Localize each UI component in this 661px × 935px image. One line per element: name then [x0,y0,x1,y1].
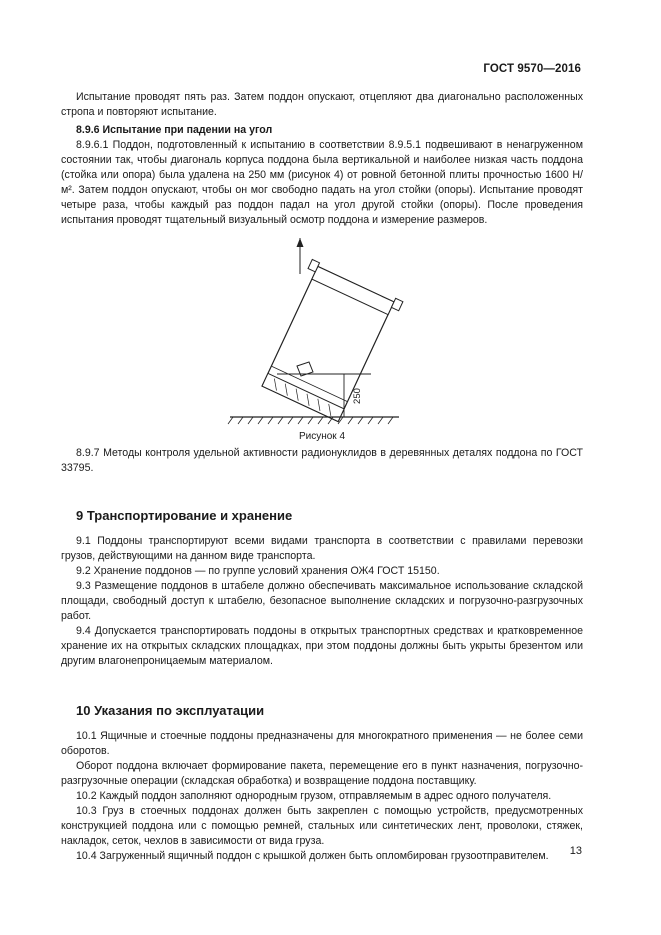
page-content [61,90,583,864]
ground-hatching [228,417,393,424]
section-10-heading: 10 Указания по эксплуатации [76,703,265,718]
section-10-2-paragraph: 10.2 Каждый поддон заполняют однородным грузом, отправляемым в адрес одного получателя. [76,790,552,802]
dimension-label: 250 [352,388,363,404]
page-number: 13 [569,845,582,857]
section-10-1-paragraph: 10.1 Ящичные и стоечные поддоны предназначены для многократного применения — не более семи оборотов. [61,730,583,757]
arrow-up-icon [297,238,304,247]
standard-header: ГОСТ 9570—2016 [483,63,581,75]
section-9-2-paragraph: 9.2 Хранение поддонов — по группе условий хранения ОЖ4 ГОСТ 15150. [76,565,440,577]
section-10-3-paragraph: 10.3 Груз в стоечных поддонах должен быть закреплен с помощью устройств, предусмотренных конструкцией поддона или с помощью ремней, стальных или синтетических лент, проволоки, стяжек, накладок, сеток, чехлов в зависимости от вида груза. [61,805,583,847]
section-9-heading: 9 Транспортирование и хранение [76,508,293,523]
section-9-1-paragraph: 9.1 Поддоны транспортируют всеми видами транспорта в соответствии с правилами перевозки грузов, действующими на данном виде транспорта. [61,535,583,562]
section-8-9-6-heading: 8.9.6 Испытание при падении на угол [76,124,273,136]
section-9-3-paragraph: 9.3 Размещение поддонов в штабеле должно обеспечивать максимальное использование складской площади, свободный доступ к штабелю, безопасное выполнение складских и погрузочно-разгрузочных работ. [61,580,583,622]
figure-4 [61,238,583,446]
drop-test-diagram [61,238,583,446]
section-10-4-paragraph: 10.4 Загруженный ящичный поддон с крышкой должен быть опломбирован грузоотправителем. [76,850,549,862]
pallet-body [255,259,403,425]
intro-paragraph: Испытание проводят пять раз. Затем поддон опускают, отцепляют два диагонально расположенных стропа и повторяют испытание. [61,91,583,118]
section-8-9-6-1-paragraph: 8.9.6.1 Поддон, подготовленный к испытанию в соответствии 8.9.5.1 подвешивают в ненагруженном состоянии так, чтобы диагональ корпуса поддона была вертикальной и наиболее низкая часть поддона (стойка или опора) была удалена на 250 мм (рисунок 4) от ровной бетонной плиты прочностью 1600 Н/м². Затем поддон опускают, чтобы он мог свободно падать на угол стойки (опоры). Испытание проводят четыре раза, чтобы каждый раз поддон падал на угол другой стойки (опоры). После проведения испытания проводят тщательный визуальный осмотр поддона и измерение размеров. [61,139,583,226]
figure-caption: Рисунок 4 [298,431,346,442]
section-9-4-paragraph: 9.4 Допускается транспортировать поддоны в открытых транспортных средствах и кратковременное хранение их на открытых складских площадках, при этом поддоны должны быть укрыты брезентом или другим влагонепроницаемым материалом. [61,625,583,667]
section-10-1-continuation: Оборот поддона включает формирование пакета, перемещение его в пункт назначения, погрузочно-разгрузочные операции (складская обработка) и возвращение поддона поставщику. [61,760,583,787]
section-8-9-7-paragraph: 8.9.7 Методы контроля удельной активности радионуклидов в деревянных деталях поддона по ГОСТ 33795. [61,447,583,474]
